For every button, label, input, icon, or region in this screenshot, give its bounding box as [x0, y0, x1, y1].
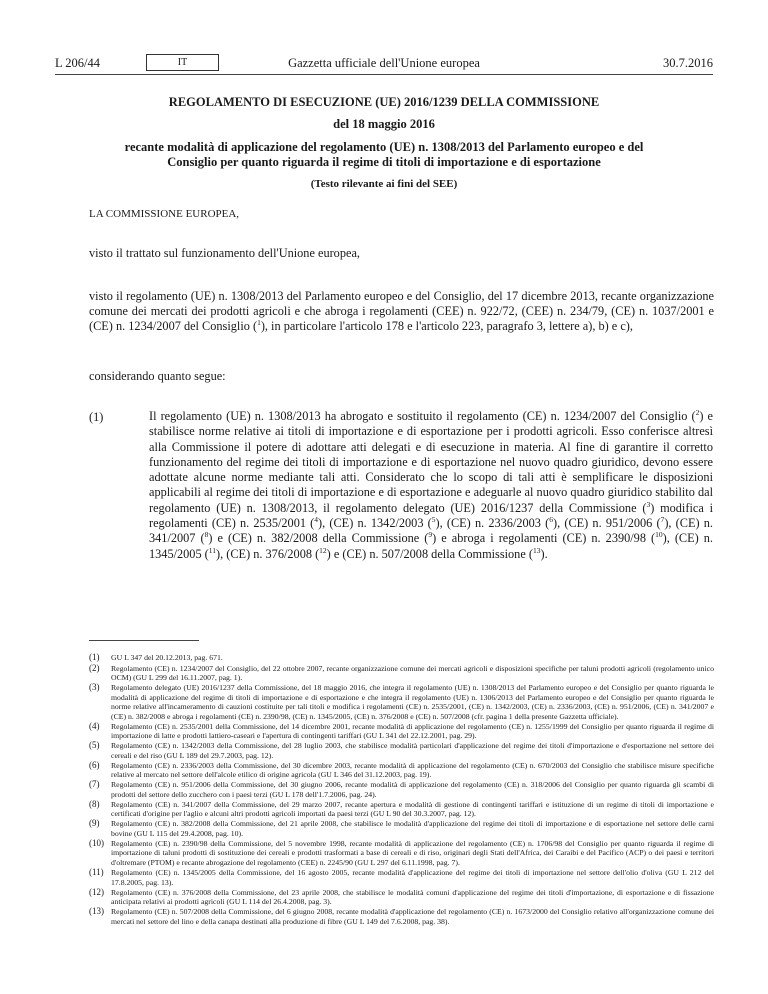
- journal-title: Gazzetta ufficiale dell'Unione europea: [288, 56, 480, 70]
- footnote: (7) Regolamento (CE) n. 951/2006 della Commissione, del 30 giugno 2006, recante modalità di applicazione del regolamento (CE) n. 318/2006 del Consiglio per quanto riguarda gli scambi di prodotti del settore dello zucchero con i paesi terzi (GU L 178 dell'1.7.2006, pag. 24).: [89, 779, 714, 799]
- footnote: (5) Regolamento (CE) n. 1342/2003 della Commissione, del 28 luglio 2003, che stabilisce modalità particolari d'applicazione del regime dei titoli d'importazione e d'esportazione nel settore dei cereali e del riso (GU L 189 del 29.7.2003, pag. 12).: [89, 740, 714, 760]
- eea-relevance: (Testo rilevante ai fini del SEE): [310, 178, 458, 190]
- regulation-title: REGOLAMENTO DI ESECUZIONE (UE) 2016/1239 DELLA COMMISSIONE: [168, 95, 600, 109]
- footnote: (12) Regolamento (CE) n. 376/2008 della Commissione, del 23 aprile 2008, che stabilisce le modalità comuni d'applicazione del regime dei titoli d'importazione, di esportazione e di fissazione anticipata relativi ai prodotti agricoli (GU L 114 del 26.4.2008, pag. 3).: [89, 886, 714, 907]
- commission-preamble: LA COMMISSIONE EUROPEA,: [89, 208, 240, 220]
- page-header: [55, 54, 713, 74]
- footnote: (9) Regolamento (CE) n. 382/2008 della Commissione, del 21 aprile 2008, che stabilisce le modalità d'applicazione del regime dei titoli di importazione e di esportazione nel settore delle carni bovine (GU L 115 del 29.4.2008, pag. 10).: [89, 818, 714, 838]
- header-divider: [55, 74, 713, 75]
- footnote: (13) Regolamento (CE) n. 507/2008 della Commissione, del 6 giugno 2008, recante modalità d'applicazione del regolamento (CE) n. 1673/2000 del Consiglio relativo all'organizzazione comune dei mercati nel settore del lino e della canapa destinati alla produzione di fibre (GU L 149 del 7.6.2008, pag. 38).: [89, 906, 714, 926]
- considering-clause: considerando quanto segue:: [89, 369, 226, 383]
- treaty-citation: visto il trattato sul funzionamento dell'Unione europea,: [89, 246, 360, 260]
- footnote: (10) Regolamento (CE) n. 2390/98 della Commissione, del 5 novembre 1998, recante modalità di applicazione del regolamento (CE) n. 1706/98 del Consiglio per quanto riguarda il regime di importazione di taluni prodotti di sostituzione dei cereali e prodotti trasformati a base di cereali e di riso, originari degli Stati dell'Africa, dei Caraibi e del Pacifico (ACP) o dei paesi e territori d'oltremare (PTOM) e recante abrogazione del regolamento (CEE) n. 2245/90 (GU L 297 del 6.11.1998, pag. 7).: [89, 837, 714, 867]
- recital-number: (1): [89, 410, 104, 424]
- footnote: (4) Regolamento (CE) n. 2535/2001 della Commissione, del 14 dicembre 2001, recante modalità di applicazione del regolamento (CE) n. 1255/1999 del Consiglio per quanto riguarda il regime di importazione di latte e prodotti lattiero-caseari e l'apertura di contingenti tariffari (GU L 341 del 22.12.2001, pag. 29).: [89, 720, 714, 741]
- footnote: (1) GU L 347 del 20.12.2013, pag. 671.: [89, 652, 223, 662]
- regulation-date: del 18 maggio 2016: [333, 117, 435, 131]
- regulation-citation: visto il regolamento (UE) n. 1308/2013 del Parlamento europeo e del Consiglio, del 17 dicembre 2013, recante organizzazione comune dei mercati dei prodotti agricoli e che abroga i regolamenti (CEE) n. 922/72, (CEE) n. 234/79, (CE) n. 1037/2001 e (CE) n. 1234/2007 del Consiglio ($^1$), in particolare l'articolo 178 e l'articolo 223, paragrafo 3, lettere a), b) e c),: [89, 289, 714, 333]
- footnote: (3) Regolamento delegato (UE) 2016/1237 della Commissione, del 18 maggio 2016, che integra il regolamento (UE) n. 1308/2013 del Parlamento europeo e del Consiglio per quanto riguarda le modalità di applicazione del regime di titoli di importazione e di esportazione e che integra il regolamento (UE) n. 1306/2013 del Parlamento europeo e del Consiglio per quanto riguarda le norme relative all'incameramento di cauzioni costituite per tali titoli e modifica i regolamenti (CE) n. 2535/2001, (CE) n. 1342/2003, (CE) n. 2336/2003, (CE) n. 951/2006, (CE) n. 341/2007 e (CE) n. 382/2008 e abroga i regolamenti (CE) n. 2390/98, (CE) n. 1345/2005, (CE) n. 376/2008 e (CE) n. 507/2008 (cfr. pagina 1 della presente Gazzetta ufficiale).: [89, 682, 714, 721]
- page-reference: L 206/44: [55, 56, 101, 70]
- footnote-divider: [89, 640, 199, 641]
- regulation-subject-line-2: Consiglio per quanto riguarda il regime di titoli di importazione e di esportazione: [167, 155, 601, 169]
- language-box: IT: [146, 54, 219, 71]
- footnote: (2) Regolamento (CE) n. 1234/2007 del Consiglio, del 22 ottobre 2007, recante organizzazione comune dei mercati agricoli e disposizioni specifiche per taluni prodotti agricoli (regolamento unico OCM) (GU L 299 del 16.11.2007, pag. 1).: [89, 662, 714, 683]
- footnote: (11) Regolamento (CE) n. 1345/2005 della Commissione, del 16 agosto 2005, recante modalità d'applicazione del regime dei titoli di importazione nel settore dell'olio d'oliva (GU L 212 del 17.8.2005, pag. 13).: [89, 867, 714, 887]
- footnote: (6) Regolamento (CE) n. 2336/2003 della Commissione, del 30 dicembre 2003, recante modalità di applicazione del regolamento (CE) n. 670/2003 del Consiglio che stabilisce misure specifiche relative al mercato nel settore dell'alcole etilico di origine agricola (GU L 346 del 31.12.2003, pag. 19).: [89, 759, 714, 780]
- publication-date: 30.7.2016: [663, 56, 713, 70]
- recital-text: Il regolamento (UE) n. 1308/2013 ha abrogato e sostituito il regolamento (CE) n. 1234/2007 del Consiglio ($^2$) e stabilisce norme relative ai titoli di importazione e di esportazione per i prodotti agricoli. Esso conferisce altresì alla Commissione il potere di adottare atti delegati e di esecuzione in materia. Al fine di garantire il corretto funzionamento del regime dei titoli di importazione e di esportazione nel nuovo quadro giuridico, devono essere adottate alcune norme mediante tali atti. Considerato che lo scopo di tali atti è semplificare le disposizioni applicabili al regime dei titoli di importazione e di esportazione e adeguarle al nuovo quadro giuridico stabilito dal regolamento (UE) n. 1308/2013, il regolamento delegato (UE) 2016/1237 della Commissione ($^3$) modifica i regolamenti (CE) n. 2535/2001 ($^4$), (CE) n. 1342/2003 ($^5$), (CE) n. 2336/2003 ($^6$), (CE) n. 951/2006 ($^7$), (CE) n. 341/2007 ($^8$) e (CE) n. 382/2008 della Commissione ($^9$) e abroga i regolamenti (CE) n. 2390/98 ($^{10}$), (CE) n. 1345/2005 ($^{11}$), (CE) n. 376/2008 ($^{12}$) e (CE) n. 507/2008 della Commissione ($^{13}$).: [149, 407, 713, 561]
- regulation-subject-line-1: recante modalità di applicazione del regolamento (UE) n. 1308/2013 del Parlamento europeo e del: [124, 140, 644, 154]
- footnote: (8) Regolamento (CE) n. 341/2007 della Commissione, del 29 marzo 2007, recante apertura e modalità di gestione di contingenti tariffari e istituzione di un regime di titoli di importazione e certificati d'origine per l'aglio e alcuni altri prodotti agricoli importati da paesi terzi (GU L 90 del 30.3.2007, pag. 12).: [89, 798, 714, 819]
